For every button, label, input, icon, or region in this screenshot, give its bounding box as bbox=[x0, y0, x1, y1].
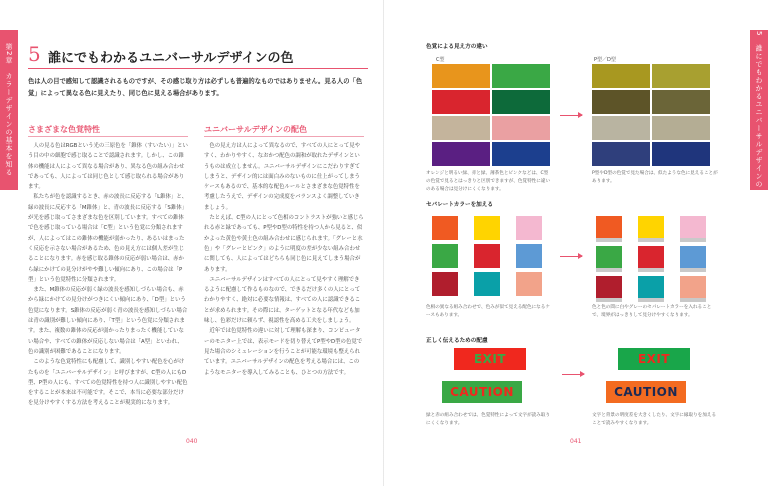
color-swatch bbox=[652, 142, 710, 166]
section1-paragraph: このような色覚特性にも配慮して、識別しやすい配色を心がけたものを「ユニバーサルデザイン」と呼びますが、C型の人にもD型、P型の人にも、すべての色覚特性を持つ人に識別しやすい配色をすることが本来は不可能です。そこで、本当に必要な部分だけを見分けやすくする方法を考えることが現実的になります。 bbox=[28, 359, 188, 407]
chapter-number: 5 bbox=[28, 42, 41, 66]
section2-paragraph: 色の見え方は人によって異なるので、すべての人にとって見やすく、わかりやすく、なおかつ配色の調和が取れたデザインというものは成立しません。ユニバーサルデザインにこだわりすぎてしまうと、デザイン的には面白みのないものに仕上がってしまうケースもあるので、基本的な配色ルールとさまざまな色覚特性を考慮したうえで、デザインの完成度をバランスよく調整していきましょう。 bbox=[204, 143, 361, 211]
right-page bbox=[384, 0, 768, 486]
swatch-column bbox=[432, 216, 458, 300]
chapter-title: 誰にでもわかるユニバーサルデザインの色 bbox=[48, 51, 294, 66]
fig1-arrow bbox=[560, 115, 582, 116]
section1-paragraph: 人の見る色はRGBという光の三原色を「錐体（すいたい）」という目の中の細胞で感じ取ることで認識されます。しかし、この錐体の機能は人によって異なる場合があり、異なる色の組み合わせであっても、人によっては同じ色として感じ取られる場合があります。 bbox=[28, 143, 188, 191]
color-swatch bbox=[652, 90, 710, 114]
color-swatch bbox=[596, 276, 622, 302]
section2-paragraph: ユニバーサルデザインはすべての人にとって見やすく理解できるように配慮して作るものなので、できるだけ多くの人にとってわかりやすく、絶対に必要な情報は、すべての人に認識できることが求められます。その際には、ターゲットとなる年代なども加味し、色彩だけに頼らず、視認性を高める工夫をしましょう。 bbox=[204, 276, 361, 325]
fig1-left-note: オレンジと明るい緑、赤と緑、薄茶色とピンクなどは、C型の色覚で見るとはっきりと区別できますが、色覚特性に違いのある場合は見分けにくくなります。 bbox=[426, 171, 551, 192]
color-swatch bbox=[432, 64, 490, 88]
section1-rule bbox=[28, 136, 188, 137]
chapter-tab-left: 第2章 カラーデザインの基本を知る bbox=[0, 30, 18, 190]
color-swatch bbox=[596, 246, 622, 272]
color-swatch bbox=[432, 216, 458, 240]
color-swatch bbox=[432, 142, 490, 166]
color-swatch bbox=[638, 216, 664, 242]
color-swatch bbox=[474, 272, 500, 296]
fig1-left-label: C型 bbox=[436, 57, 445, 63]
caution-sign-before: CAUTION bbox=[442, 381, 522, 403]
swatch-column bbox=[596, 216, 622, 306]
section2-paragraph: 近年では色覚特性の違いに対して理解も深まり、コンピューターのモニター上では、表示モードを切り替えてP型やD型の色覚で見た場合のシミュレーションを行うことが可能な環境も整えられています。ユニバーサルデザインの配色を考える場合には、このようなモニターを導入してみることも、ひとつの方法です。 bbox=[204, 328, 363, 376]
section1-body bbox=[28, 141, 188, 409]
fig2-left-note: 色相の異なる組み合わせで、色みが似て見える配色になるケースもあります。 bbox=[426, 305, 550, 318]
swatch-column bbox=[474, 216, 500, 300]
color-swatch bbox=[474, 216, 500, 240]
fig3-arrow bbox=[562, 374, 584, 375]
color-swatch bbox=[596, 216, 622, 242]
color-swatch bbox=[680, 216, 706, 242]
color-swatch bbox=[592, 116, 650, 140]
color-swatch bbox=[592, 142, 650, 166]
chapter-tab-right: 5 誰にでもわかるユニバーサルデザインの色 bbox=[750, 30, 768, 190]
color-swatch bbox=[492, 64, 550, 88]
caution-sign-after: CAUTION bbox=[606, 381, 686, 403]
color-swatch bbox=[592, 90, 650, 114]
color-swatch bbox=[638, 246, 664, 272]
fig2-right-note: 色と色の間に白やグレーのセパレートカラーを入れることで、境界がはっきりして見分けやすくなります。 bbox=[592, 305, 712, 318]
color-swatch bbox=[432, 116, 490, 140]
color-swatch bbox=[516, 244, 542, 268]
color-swatch bbox=[516, 272, 542, 296]
title-rule bbox=[28, 68, 368, 69]
color-swatch bbox=[492, 142, 550, 166]
color-swatch bbox=[492, 116, 550, 140]
section1-paragraph: また、M錐体の反応が弱く緑の波長を感知しづらい場合も、赤から緑にかけての見分けがつきにくい傾向にあり、「D型」という色覚になります。S錐体の反応が弱く青の波長を感知しづらい場合は青の識別が難しい傾向にあり、「T型」という色覚に分類されます。また、複数の錐体の反応が弱かったりまったく機能していない場合や、すべての錐体が反応しない場合は「A型」といわれ、色の識別が困難であることになります。 bbox=[28, 287, 188, 355]
fig1-right-label: P型／D型 bbox=[594, 57, 616, 63]
fig2-caption: セパレートカラーを加える bbox=[426, 202, 493, 208]
color-swatch bbox=[652, 64, 710, 88]
fig1-caption: 色覚による見え方の違い bbox=[426, 44, 488, 50]
color-swatch bbox=[432, 90, 490, 114]
fig3-left-note: 緑と赤の組み合わせでは、色覚特性によって文字が読み取りにくくなります。 bbox=[426, 413, 551, 426]
color-swatch bbox=[680, 246, 706, 272]
fig3-caption: 正しく伝えるための配慮 bbox=[426, 338, 488, 344]
color-swatch bbox=[680, 276, 706, 302]
section2-rule bbox=[204, 136, 364, 137]
color-swatch bbox=[492, 90, 550, 114]
fig3-right-note: 文字と背景の明度差を大きくしたり、文字に縁取りを加えることで読みやすくなります。 bbox=[592, 413, 717, 426]
swatch-column bbox=[638, 216, 664, 306]
section2-paragraph: たとえば、C型の人にとって色相のコントラストが強いと感じられる赤と緑であっても、P型やD型の特性を持つ人から見ると、似かよった黄色や黄土色の組み合わせに感じられます。「グレーと水色」や「グレーとピンク」のように明度の差が少ない組み合わせに関しても、人によってはどちらも同じ色に見えてしまう場合があります。 bbox=[204, 215, 364, 273]
section1-heading: さまざまな色覚特性 bbox=[28, 125, 100, 134]
section1-paragraph: 私たちが色を認識するとき、赤の波長に反応する「L錐体」と、緑の波長に反応する「M錐体」と、青の波長に反応する「S錐体」が光を感じ取ってさまざまな色を区別しています。すべての錐体で色を感じ取っている場合は「C型」という色覚に分類されますが、人によってはこの錐体の機能が弱かったり、あるいはまったく反応を示さない場合があるため、色の見え方には個人差が生じることになります。赤を感じ取る錐体の反応が弱い場合は、赤から緑にかけての見分けがやや難しい傾向にあり、この場合は「P型」という色覚特性に分類されます。 bbox=[28, 194, 188, 283]
page-number-left: 040 bbox=[186, 438, 198, 445]
lead-paragraph: 色は人の目で感知して認識されるものですが、その感じ取り方は必ずしも普遍的なものではありません。見る人の「色覚」によって異なる色に見えたり、同じ色に見える場合があります。 bbox=[28, 78, 363, 97]
color-swatch bbox=[474, 244, 500, 268]
fig2-arrow bbox=[560, 256, 582, 257]
exit-sign-before: EXIT bbox=[454, 348, 526, 370]
swatch-column bbox=[680, 216, 706, 306]
color-swatch bbox=[516, 216, 542, 240]
swatch-column bbox=[516, 216, 542, 300]
color-swatch bbox=[652, 116, 710, 140]
section2-heading: ユニバーサルデザインの配色 bbox=[204, 125, 308, 134]
color-swatch bbox=[432, 244, 458, 268]
fig1-right-note: P型やD型の色覚で見た場合は、似たような色に見えることがあります。 bbox=[592, 171, 718, 184]
exit-sign-after: EXIT bbox=[618, 348, 690, 370]
fig1-left-swatches bbox=[432, 64, 550, 166]
color-swatch bbox=[638, 276, 664, 302]
page-number-right: 041 bbox=[570, 438, 582, 445]
section2-body bbox=[204, 141, 364, 378]
color-swatch bbox=[592, 64, 650, 88]
color-swatch bbox=[432, 272, 458, 296]
fig1-right-swatches bbox=[592, 64, 710, 166]
